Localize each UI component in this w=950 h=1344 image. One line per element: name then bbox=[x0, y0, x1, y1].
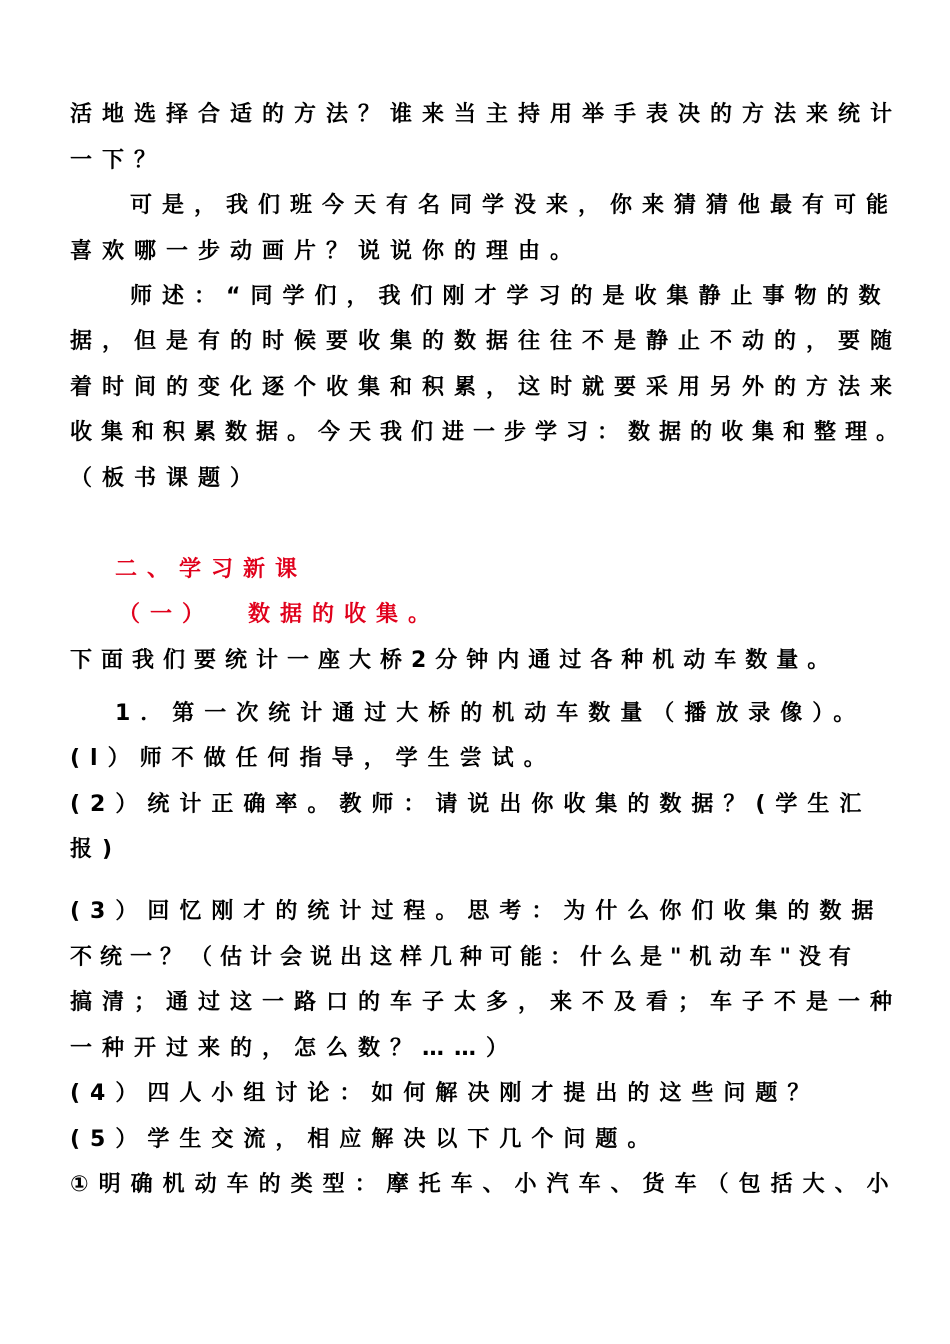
paragraph-line: 收集和积累数据。今天我们进一步学习：数据的收集和整理。 bbox=[70, 420, 908, 445]
subsection-title: 数据的收集。 bbox=[248, 602, 441, 627]
paragraph-line: 一下？ bbox=[70, 148, 167, 173]
list-item: ①明确机动车的类型：摩托车、小汽车、货车（包括大、小 bbox=[70, 1172, 899, 1197]
paragraph-line: 可是，我们班今天有名同学没来，你来猜猜他最有可能 bbox=[130, 193, 899, 218]
paragraph-line: 喜欢哪一步动画片？说说你的理由。 bbox=[70, 239, 583, 264]
list-item: (l）师不做任何指导，学生尝试。 bbox=[70, 746, 556, 771]
paragraph-line: （板书课题） bbox=[70, 466, 263, 491]
paragraph-line: 活地选择合适的方法？谁来当主持用举手表决的方法来统计 bbox=[70, 102, 903, 127]
list-item: (2）统计正确率。教师：请说出你收集的数据？(学生汇 bbox=[70, 792, 872, 817]
subsection-number: （一） bbox=[118, 602, 215, 627]
paragraph-line: 据，但是有的时候要收集的数据往往不是静止不动的，要随 bbox=[70, 329, 903, 354]
list-item: 搞清；通过这一路口的车子太多，来不及看；车子不是一种 bbox=[70, 990, 903, 1015]
paragraph-line: 着时间的变化逐个收集和积累，这时就要采用另外的方法来 bbox=[70, 375, 903, 400]
list-item: 报) bbox=[70, 837, 123, 862]
list-item: (3）回忆刚才的统计过程。思考：为什么你们收集的数据 bbox=[70, 899, 884, 924]
section-heading: 二、学习新课 bbox=[115, 557, 308, 582]
list-item: 一种开过来的，怎么数？……） bbox=[70, 1036, 519, 1061]
subsection-heading bbox=[118, 600, 440, 630]
paragraph-line: 师述：“同学们，我们刚才学习的是收集静止事物的数 bbox=[130, 284, 891, 309]
list-item: 不统一？（估计会说出这样几种可能：什么是"机动车"没有 bbox=[70, 945, 859, 970]
list-item: (5）学生交流，相应解决以下几个问题。 bbox=[70, 1127, 660, 1152]
list-item: (4）四人小组讨论：如何解决刚才提出的这些问题？ bbox=[70, 1081, 820, 1106]
body-text: 下面我们要统计一座大桥2分钟内通过各种机动车数量。 bbox=[70, 648, 839, 673]
step-line: 1．第一次统计通过大桥的机动车数量（播放录像）。 bbox=[115, 701, 866, 726]
